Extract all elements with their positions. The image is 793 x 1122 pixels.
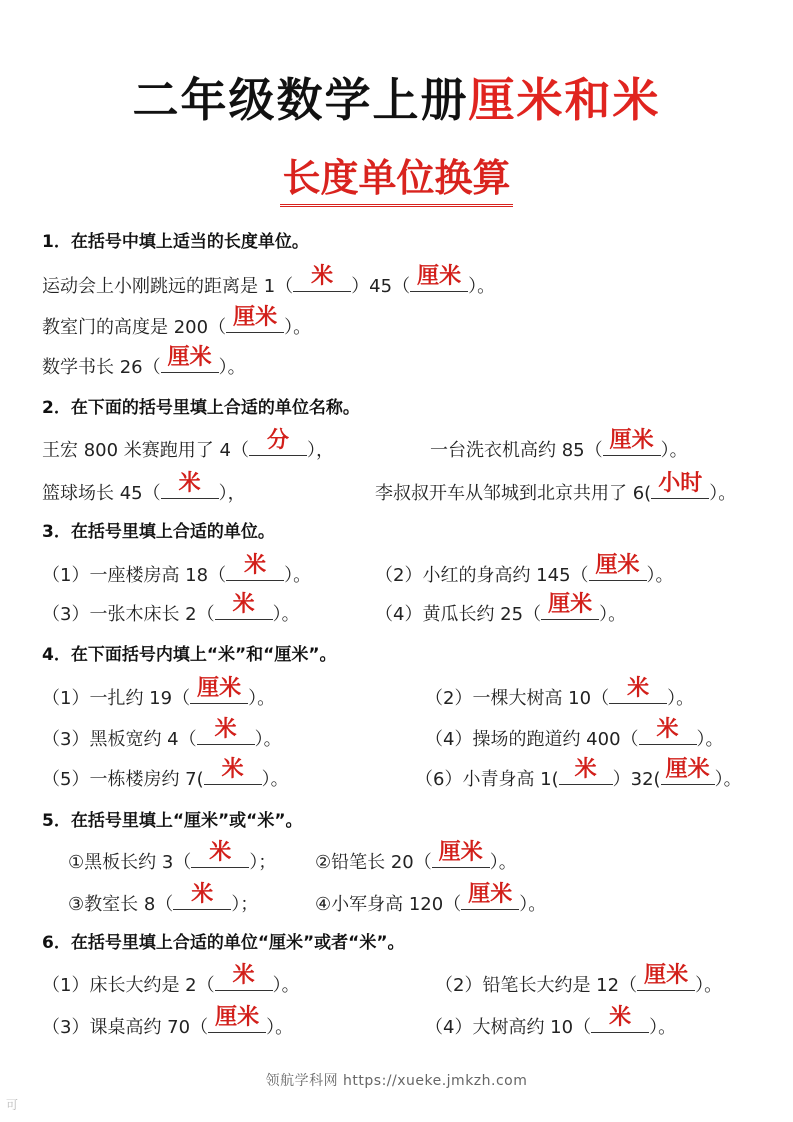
q6-i2-text-a: （2）铅笔长大约是 12（ (435, 975, 638, 996)
q3-i1-text-a: （1）一座楼房高 18（ (42, 565, 227, 586)
q2-l2b-text-b: ）。 (709, 483, 737, 504)
q4-i3-text-a: （3）黑板宽约 4（ (42, 729, 197, 750)
answer-text: 厘米 (609, 428, 654, 453)
q4-i6-text-b: ）32( (612, 769, 661, 790)
q4-i2-text-a: （2）一棵大树高 10（ (425, 688, 610, 709)
q2-l1a-text-b: ）， (306, 440, 334, 461)
subtitle-text: 长度单位换算 (280, 154, 512, 207)
answer-blank (226, 305, 284, 333)
q5-i1-text-a: ①黑板长约 3（ (68, 852, 192, 873)
q2-line-2b (375, 471, 737, 509)
answer-blank (432, 840, 490, 868)
q3-i3-text-a: （3）一张木床长 2（ (42, 604, 215, 625)
q5-i2-text-a: ②铅笔长 20（ (315, 852, 432, 873)
corner-mark: 可 (6, 1098, 19, 1112)
q5-item-1 (68, 840, 277, 878)
answer-blank (651, 471, 709, 499)
q2-l1a-text-a: 王宏 800 米赛跑用了 4（ (42, 440, 249, 461)
answer-text: 米 (178, 471, 201, 496)
q2-heading: 2．在下面的括号里填上合适的单位名称。 (42, 398, 360, 418)
answer-blank (190, 676, 248, 704)
answer-text: 厘米 (644, 963, 689, 988)
q4-item-1 (42, 676, 276, 714)
q4-i4-text-b: ）。 (696, 729, 724, 750)
q1-l1-text-b: ）45（ (351, 276, 411, 297)
q5-i4-text-a: ④小军身高 120（ (315, 894, 462, 915)
q2-l1b-text-a: 一台洗衣机高约 85（ (430, 440, 603, 461)
answer-text: 米 (214, 717, 237, 742)
q3-item-4 (375, 592, 627, 630)
title-black-part: 二年级数学上册 (132, 73, 469, 127)
q3-item-2 (375, 553, 674, 591)
answer-text: 厘米 (468, 882, 513, 907)
q4-item-5 (42, 757, 289, 795)
q6-item-1 (42, 963, 300, 1001)
answer-blank (637, 963, 695, 991)
q6-item-4 (425, 1005, 677, 1043)
q6-heading: 6．在括号里填上合适的单位“厘米”或者“米”。 (42, 933, 405, 953)
answer-text: 米 (191, 882, 214, 907)
q6-i4-text-a: （4）大树高约 10（ (425, 1017, 592, 1038)
q3-i4-text-b: ）。 (599, 604, 627, 625)
answer-text: 厘米 (215, 1005, 260, 1030)
q4-i5-text-b: ）。 (261, 769, 289, 790)
answer-text: 米 (311, 264, 334, 289)
q1-heading: 1．在括号中填上适当的长度单位。 (42, 232, 309, 252)
answer-blank (204, 757, 262, 785)
q3-item-3 (42, 592, 300, 630)
answer-text: 米 (656, 717, 679, 742)
answer-blank (249, 428, 307, 456)
answer-blank (661, 757, 715, 785)
page-title (0, 70, 793, 130)
answer-text: 厘米 (167, 345, 212, 370)
q4-item-3 (42, 717, 282, 755)
answer-blank (461, 882, 519, 910)
q2-line-1b (430, 428, 688, 466)
q4-item-4 (425, 717, 724, 755)
q4-i6-text-a: （6）小青身高 1( (415, 769, 559, 790)
q4-i5-text-a: （5）一栋楼房约 7( (42, 769, 204, 790)
q5-i1-text-b: ）； (249, 852, 277, 873)
q6-item-2 (435, 963, 723, 1001)
answer-text: 米 (244, 553, 267, 578)
answer-blank (410, 264, 468, 292)
q2-line-2a (42, 471, 246, 509)
answer-blank (293, 264, 351, 292)
answer-text: 米 (574, 757, 597, 782)
answer-blank (559, 757, 613, 785)
q5-item-4 (315, 882, 547, 920)
answer-blank (541, 592, 599, 620)
answer-text: 米 (609, 1005, 632, 1030)
q6-i4-text-b: ）。 (649, 1017, 677, 1038)
q3-heading: 3．在括号里填上合适的单位。 (42, 522, 275, 542)
answer-text: 厘米 (438, 840, 483, 865)
q2-line-1a (42, 428, 334, 466)
q2-l2a-text-a: 篮球场长 45（ (42, 483, 161, 504)
answer-text: 米 (209, 840, 232, 865)
answer-blank (639, 717, 697, 745)
q1-l1-text-a: 运动会上小刚跳远的距离是 1（ (42, 276, 294, 297)
q5-i3-text-a: ③教室长 8（ (68, 894, 174, 915)
q1-l2-text-a: 教室门的高度是 200（ (42, 317, 227, 338)
q6-i2-text-b: ）。 (695, 975, 723, 996)
q2-l2a-text-b: ）， (218, 483, 246, 504)
q3-i2-text-a: （2）小红的身高约 145（ (375, 565, 589, 586)
q1-line-2 (42, 305, 312, 343)
title-red-part: 厘米和米 (468, 73, 661, 127)
answer-blank (603, 428, 661, 456)
answer-blank (161, 345, 219, 373)
footer-watermark: 领航学科网 https://xueke.jmkzh.com (265, 1073, 528, 1089)
q3-i2-text-b: ）。 (646, 565, 674, 586)
answer-text: 厘米 (417, 264, 462, 289)
q5-item-2 (315, 840, 517, 878)
answer-text: 厘米 (233, 305, 278, 330)
q4-i4-text-a: （4）操场的跑道约 400（ (425, 729, 639, 750)
q4-i3-text-b: ）。 (254, 729, 282, 750)
answer-blank (208, 1005, 266, 1033)
q4-i1-text-b: ）。 (248, 688, 276, 709)
answer-text: 米 (627, 676, 650, 701)
q1-l3-text-a: 数学书长 26（ (42, 357, 161, 378)
q4-i6-text-c: ）。 (714, 769, 742, 790)
answer-blank (197, 717, 255, 745)
q4-i1-text-a: （1）一扎约 19（ (42, 688, 191, 709)
answer-blank (591, 1005, 649, 1033)
q5-heading: 5．在括号里填上“厘米”或“米”。 (42, 811, 303, 831)
q6-item-3 (42, 1005, 294, 1043)
page-subtitle (0, 154, 793, 207)
answer-blank (609, 676, 667, 704)
q5-i3-text-b: ）； (231, 894, 259, 915)
answer-blank (226, 553, 284, 581)
answer-text: 厘米 (197, 676, 242, 701)
answer-blank (191, 840, 249, 868)
q1-line-1 (42, 264, 496, 302)
q1-line-3 (42, 345, 246, 383)
answer-text: 厘米 (548, 592, 593, 617)
q4-item-6 (415, 757, 742, 795)
answer-blank (215, 963, 273, 991)
q4-i2-text-b: ）。 (667, 688, 695, 709)
q3-i4-text-a: （4）黄瓜长约 25（ (375, 604, 542, 625)
q5-i2-text-b: ）。 (489, 852, 517, 873)
q6-i3-text-a: （3）课桌高约 70（ (42, 1017, 209, 1038)
answer-text: 米 (221, 757, 244, 782)
answer-blank (173, 882, 231, 910)
answer-text: 分 (266, 428, 289, 453)
q3-item-1 (42, 553, 312, 591)
q4-item-2 (425, 676, 695, 714)
answer-text: 小时 (658, 471, 703, 496)
answer-text: 厘米 (665, 757, 710, 782)
answer-text: 米 (232, 963, 255, 988)
q3-i3-text-b: ）。 (272, 604, 300, 625)
q2-l2b-text-a: 李叔叔开车从邹城到北京共用了 6( (375, 483, 652, 504)
answer-blank (215, 592, 273, 620)
q6-i3-text-b: ）。 (266, 1017, 294, 1038)
answer-text: 厘米 (595, 553, 640, 578)
q1-l1-text-c: ）。 (468, 276, 496, 297)
answer-text: 米 (232, 592, 255, 617)
q2-l1b-text-b: ）。 (660, 440, 688, 461)
answer-blank (161, 471, 219, 499)
q6-i1-text-b: ）。 (272, 975, 300, 996)
q5-i4-text-b: ）。 (519, 894, 547, 915)
q6-i1-text-a: （1）床长大约是 2（ (42, 975, 215, 996)
answer-blank (589, 553, 647, 581)
q1-l3-text-b: ）。 (218, 357, 246, 378)
q5-item-3 (68, 882, 259, 920)
q1-l2-text-b: ）。 (284, 317, 312, 338)
q4-heading: 4．在下面括号内填上“米”和“厘米”。 (42, 645, 337, 665)
q3-i1-text-b: ）。 (284, 565, 312, 586)
